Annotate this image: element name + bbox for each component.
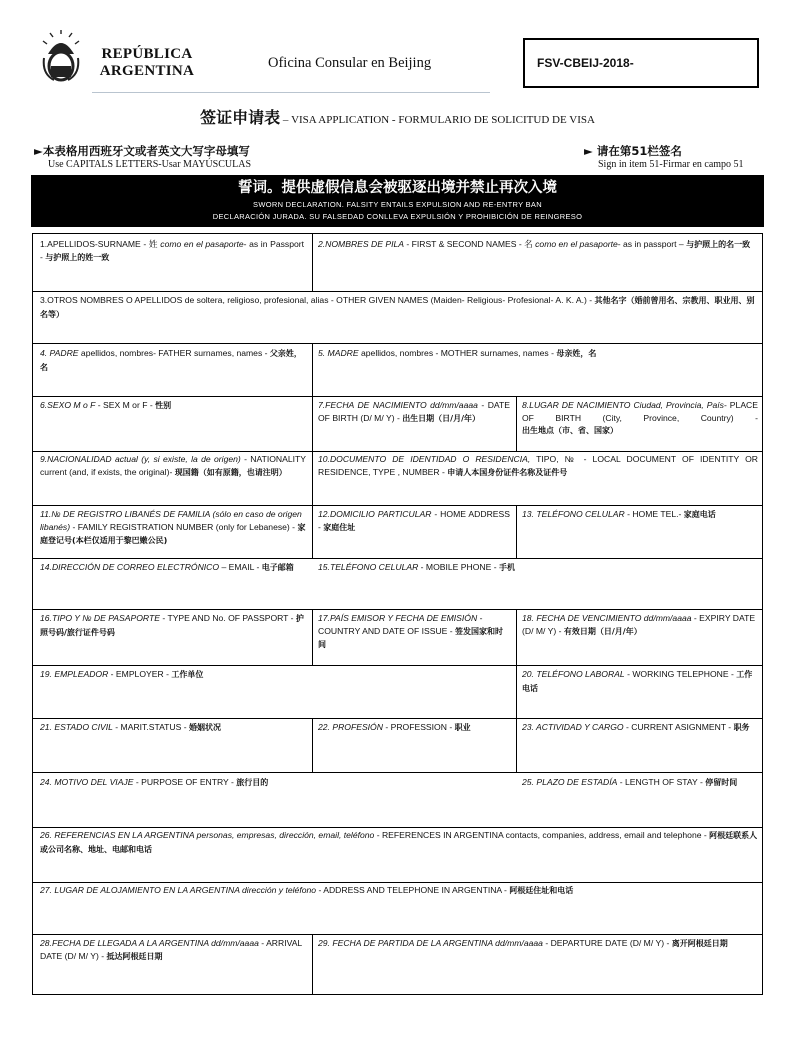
field-13-home-telephone[interactable]: 13. TELÉFONO CELULAR - HOME TEL.- 家庭电话 [522,509,716,519]
instruction-sign: Sign in item 51-Firmar en campo 51 [598,159,744,170]
declaration-es: DECLARACIÓN JURADA. SU FALSEDAD CONLLEVA EXPULSIÓN Y PROHIBICIÓN DE REINGRESO [212,212,583,221]
reference-number: FSV-CBEIJ-2018- [537,56,634,70]
field-11-family-registration[interactable]: 11.№ DE REGISTRO LIBANÉS DE FAMILIA (sólo en caso de origen libanés) - FAMILY REGISTRATION NUMBER (only for Lebanese) - 家庭登记号(本栏仅适用于黎巴嫩公民) [40,509,306,545]
field-12-home-address[interactable]: 12.DOMICILIO PARTICULAR - HOME ADDRESS - 家庭住址 [318,509,510,532]
field-21-marital-status[interactable]: 21. ESTADO CIVIL - MARIT.STATUS - 婚姻状况 [40,722,221,732]
field-6-sex[interactable]: 6.SEXO M o F - SEX M or F - 性别 [40,400,172,410]
declaration-zh: 誓词。提供虚假信息会被驱逐出境并禁止再次入境 [238,180,557,196]
field-5-mother[interactable]: 5. MADRE apellidos, nombres - MOTHER surnames, names - 母亲姓，名 [318,348,597,358]
instruction-sign-zh: ► 请在第51栏签名 [584,144,682,158]
field-28-arrival-date[interactable]: 28.FECHA DE LLEGADA A LA ARGENTINA dd/mm/aaaa - ARRIVAL DATE (D/ M/ Y) - 抵达阿根廷日期 [40,938,302,961]
field-17-issue-country-date[interactable]: 17.PAÍS EMISOR Y FECHA DE EMISIÓN - COUNTRY AND DATE OF ISSUE - 签发国家和时间 [318,613,504,649]
consulate-office: Oficina Consular en Beijing [268,55,432,71]
field-8-place-of-birth[interactable]: 8.LUGAR DE NACIMIENTO Ciudad, Provincia, País- PLACE OF BIRTH (City, Province, Country) - 出生地点（市、省、国家） [522,400,758,435]
field-7-date-of-birth[interactable]: 7.FECHA DE NACIMIENTO dd/mm/aaaa - DATE OF BIRTH (D/ M/ Y) - 出生日期（日/月/年） [318,400,510,423]
field-18-expiry-date[interactable]: 18. FECHA DE VENCIMIENTO dd/mm/aaaa - EXPIRY DATE (D/ M/ Y) - 有效日期（日/月/年） [522,613,756,636]
declaration-en: SWORN DECLARATION. FALSITY ENTAILS EXPULSION AND RE-ENTRY BAN [253,200,542,209]
argentina-coat-of-arms-icon [42,30,80,82]
field-10-identity-document[interactable]: 10.DOCUMENTO DE IDENTIDAD O RESIDENCIA, TIPO, № - LOCAL DOCUMENT OF IDENTITY OR RESIDENCE, TYPE , NUMBER - 申请人本国身份证件名称及证件号 [318,454,758,477]
field-27-accommodation-in-argentina[interactable]: 27. LUGAR DE ALOJAMIENTO EN LA ARGENTINA dirección y teléfono - ADDRESS AND TELEPHONE IN ARGENTINA - 阿根廷住址和电话 [40,885,574,895]
field-3-other-names[interactable]: 3.OTROS NOMBRES O APELLIDOS de soltera, religioso, profesional, alias - OTHER GIVEN NAMES (Maiden- Religious- Profesional- A. K. A.) - 其他名字（婚前曾用名、宗教用、职业用、别名等） [40,295,755,319]
field-26-references-in-argentina[interactable]: 26. REFERENCIAS EN LA ARGENTINA personas, empresas, dirección, email, teléfono - REFERENCES IN ARGENTINA contacts, companies, address, email and telephone - 阿根廷联系人或公司名称、地址、电邮和电话 [40,830,758,854]
field-22-profession[interactable]: 22. PROFESIÓN - PROFESSION - 职业 [318,722,471,732]
country-name: REPÚBLICA ARGENTINA [99,46,195,79]
sworn-declaration-banner [31,175,764,227]
field-24-purpose-of-entry[interactable]: 24. MOTIVO DEL VIAJE - PURPOSE OF ENTRY - 旅行目的 [40,777,269,787]
instruction-capitals: Use CAPITALS LETTERS-Usar MAYÚSCULAS [48,159,252,170]
field-16-passport-number[interactable]: 16.TIPO Y № DE PASAPORTE - TYPE AND No. OF PASSPORT - 护照号码/旅行证件号码 [40,613,304,637]
field-20-working-telephone[interactable]: 20. TELÉFONO LABORAL - WORKING TELEPHONE - 工作电话 [522,669,753,693]
field-15-mobile-phone[interactable]: 15.TELÉFONO CELULAR - MOBILE PHONE - 手机 [318,562,515,572]
field-23-current-assignment[interactable]: 23. ACTIVIDAD Y CARGO - CURRENT ASIGNMENT - 职务 [522,722,750,732]
header-divider [92,92,490,93]
field-1-surname[interactable]: 1.APELLIDOS-SURNAME - 姓 como en el pasaporte- as in Passport - 与护照上的姓一致 [40,239,305,262]
form-title: 签证申请表 – VISA APPLICATION - FORMULARIO DE SOLICITUD DE VISA [200,108,595,127]
field-4-father[interactable]: 4. PADRE apellidos, nombres- FATHER surnames, names - 父亲姓，名 [40,348,302,372]
instruction-capitals-zh: ►本表格用西班牙文或者英文大写字母填写 [34,144,250,158]
field-25-length-of-stay[interactable]: 25. PLAZO DE ESTADÍA - LENGTH OF STAY - 停留时间 [522,777,738,787]
field-9-nationality[interactable]: 9.NACIONALIDAD actual (y, si existe, la de origen) - NATIONALITY current (and, if exists, the original)- 现国籍（如有原籍，也请注明） [40,454,306,477]
field-2-first-names[interactable]: 2.NOMBRES DE PILA - FIRST & SECOND NAMES - 名 como en el pasaporte- as in passport – 与护照上的名一致 [318,239,751,249]
field-14-email[interactable]: 14.DIRECCIÓN DE CORREO ELECTRÓNICO – EMAIL - 电子邮箱 [40,562,294,572]
field-29-departure-date[interactable]: 29. FECHA DE PARTIDA DE LA ARGENTINA dd/mm/aaaa - DEPARTURE DATE (D/ M/ Y) - 离开阿根廷日期 [318,938,728,948]
field-19-employer[interactable]: 19. EMPLEADOR - EMPLOYER - 工作单位 [40,669,204,679]
